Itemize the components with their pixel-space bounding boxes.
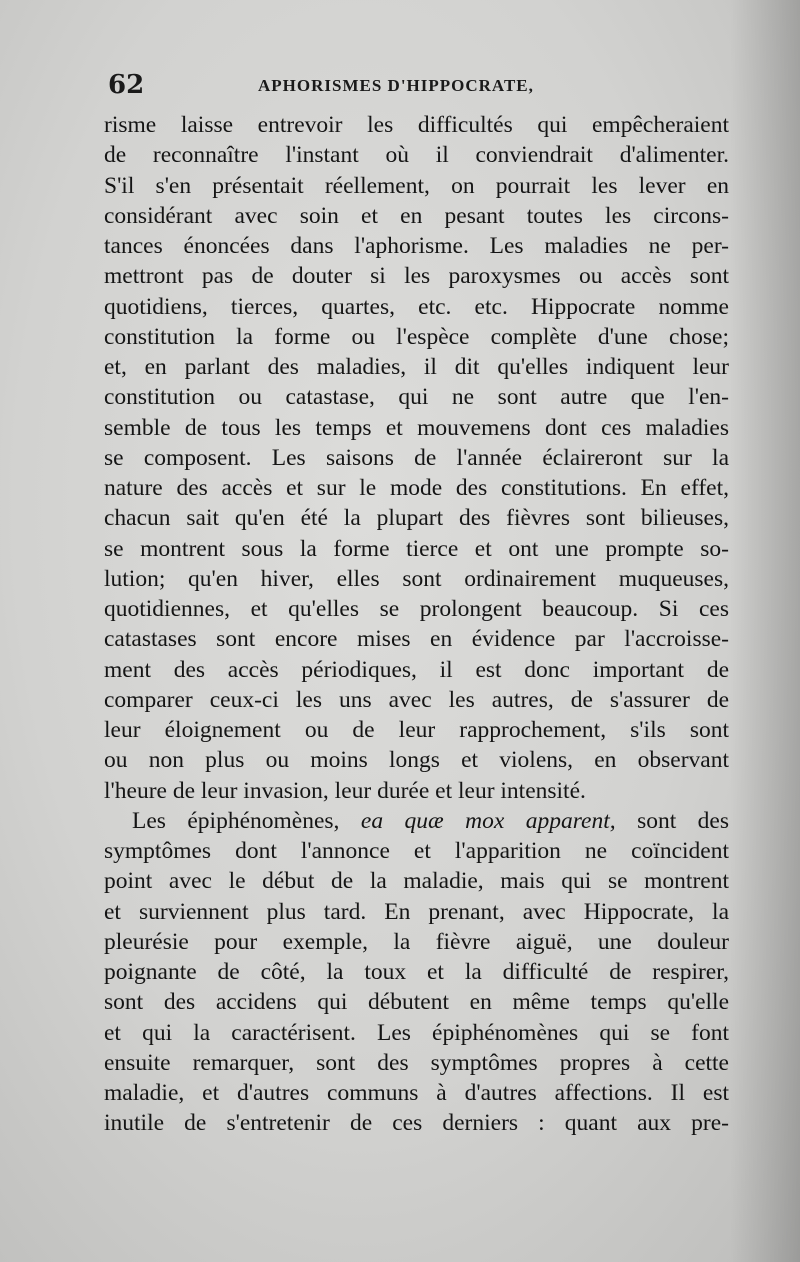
text-line: constitution la forme ou l'espèce complète d'une chose; [104, 323, 729, 350]
text-line: tances énoncées dans l'aphorisme. Les maladies ne per- [104, 233, 729, 259]
text-line: lution; qu'en hiver, elles sont ordinairement muqueuses, [104, 565, 729, 592]
text-line: considérant avec soin et en pesant toutes les circons- [104, 202, 729, 229]
text-line: leur éloignement ou de leur rapprochement, s'ils sont [104, 717, 729, 743]
text-line: S'il s'en présentait réellement, on pourrait les lever en [104, 172, 729, 199]
running-title: APHORISMES D'HIPPOCRATE, [258, 76, 534, 95]
text-line: mettront pas de douter si les paroxysmes ou accès sont [104, 263, 729, 290]
text-line: chacun sait qu'en été la plupart des fièvres sont bilieuses, [104, 505, 729, 532]
text-line: constitution ou catastase, qui ne sont autre que l'en- [104, 384, 729, 411]
text-line: pleurésie pour exemple, la fièvre aiguë, une douleur [104, 928, 729, 955]
page-number: 62 [108, 70, 145, 100]
text-line: et qui la caractérisent. Les épiphénomènes qui se font [104, 1019, 729, 1046]
text-line: ment des accès périodiques, il est donc important de [104, 656, 729, 683]
paragraph-2 [104, 806, 729, 1139]
text-line: et, en parlant des maladies, il dit qu'elles indiquent leur [104, 354, 729, 380]
text-line: ou non plus ou moins longs et violens, en observant [104, 747, 729, 774]
text-line: ensuite remarquer, sont des symptômes propres à cette [104, 1049, 729, 1076]
body-text [104, 110, 729, 1139]
text-segment: Les épiphénomènes, [132, 807, 340, 834]
text-line: poignante de côté, la toux et la difficulté de respirer, [104, 959, 729, 985]
text-line: et surviennent plus tard. En prenant, avec Hippocrate, la [104, 898, 729, 925]
text-line: se composent. Les saisons de l'année éclaireront sur la [104, 444, 729, 471]
text-line: nature des accès et sur le mode des constitutions. En effet, [104, 475, 729, 501]
text-line: inutile de s'entretenir de ces derniers : quant aux pre- [104, 1110, 729, 1137]
paragraph-1 [104, 110, 729, 806]
text-line: comparer ceux-ci les uns avec les autres, de s'assurer de [104, 686, 729, 713]
text-line: maladie, et d'autres communs à d'autres affections. Il est [104, 1080, 729, 1106]
text-line: risme laisse entrevoir les difficultés qui empêcheraient [104, 112, 729, 138]
text-line: semble de tous les temps et mouvemens dont ces maladies [104, 414, 729, 441]
text-line: symptômes dont l'annonce et l'apparition ne coïncident [104, 838, 729, 864]
text-segment: sont des [637, 807, 730, 834]
text-line: quotidiennes, et qu'elles se prolongent beaucoup. Si ces [104, 596, 729, 622]
text-line: quotidiens, tierces, quartes, etc. etc. Hippocrate nomme [104, 293, 729, 320]
text-line: catastases sont encore mises en évidence par l'accroisse- [104, 626, 729, 653]
text-line: se montrent sous la forme tierce et ont une prompte so- [104, 535, 729, 562]
text-line-first [104, 806, 729, 836]
text-line: sont des accidens qui débutent en même temps qu'elle [104, 989, 729, 1016]
text-line: point avec le début de la maladie, mais qui se montrent [104, 868, 729, 895]
latin-quote: ea quæ mox apparent, [360, 807, 616, 834]
text-line: de reconnaître l'instant où il conviendrait d'alimenter. [104, 142, 729, 169]
text-line: l'heure de leur invasion, leur durée et leur intensité. [104, 777, 586, 804]
page-header [108, 70, 718, 110]
